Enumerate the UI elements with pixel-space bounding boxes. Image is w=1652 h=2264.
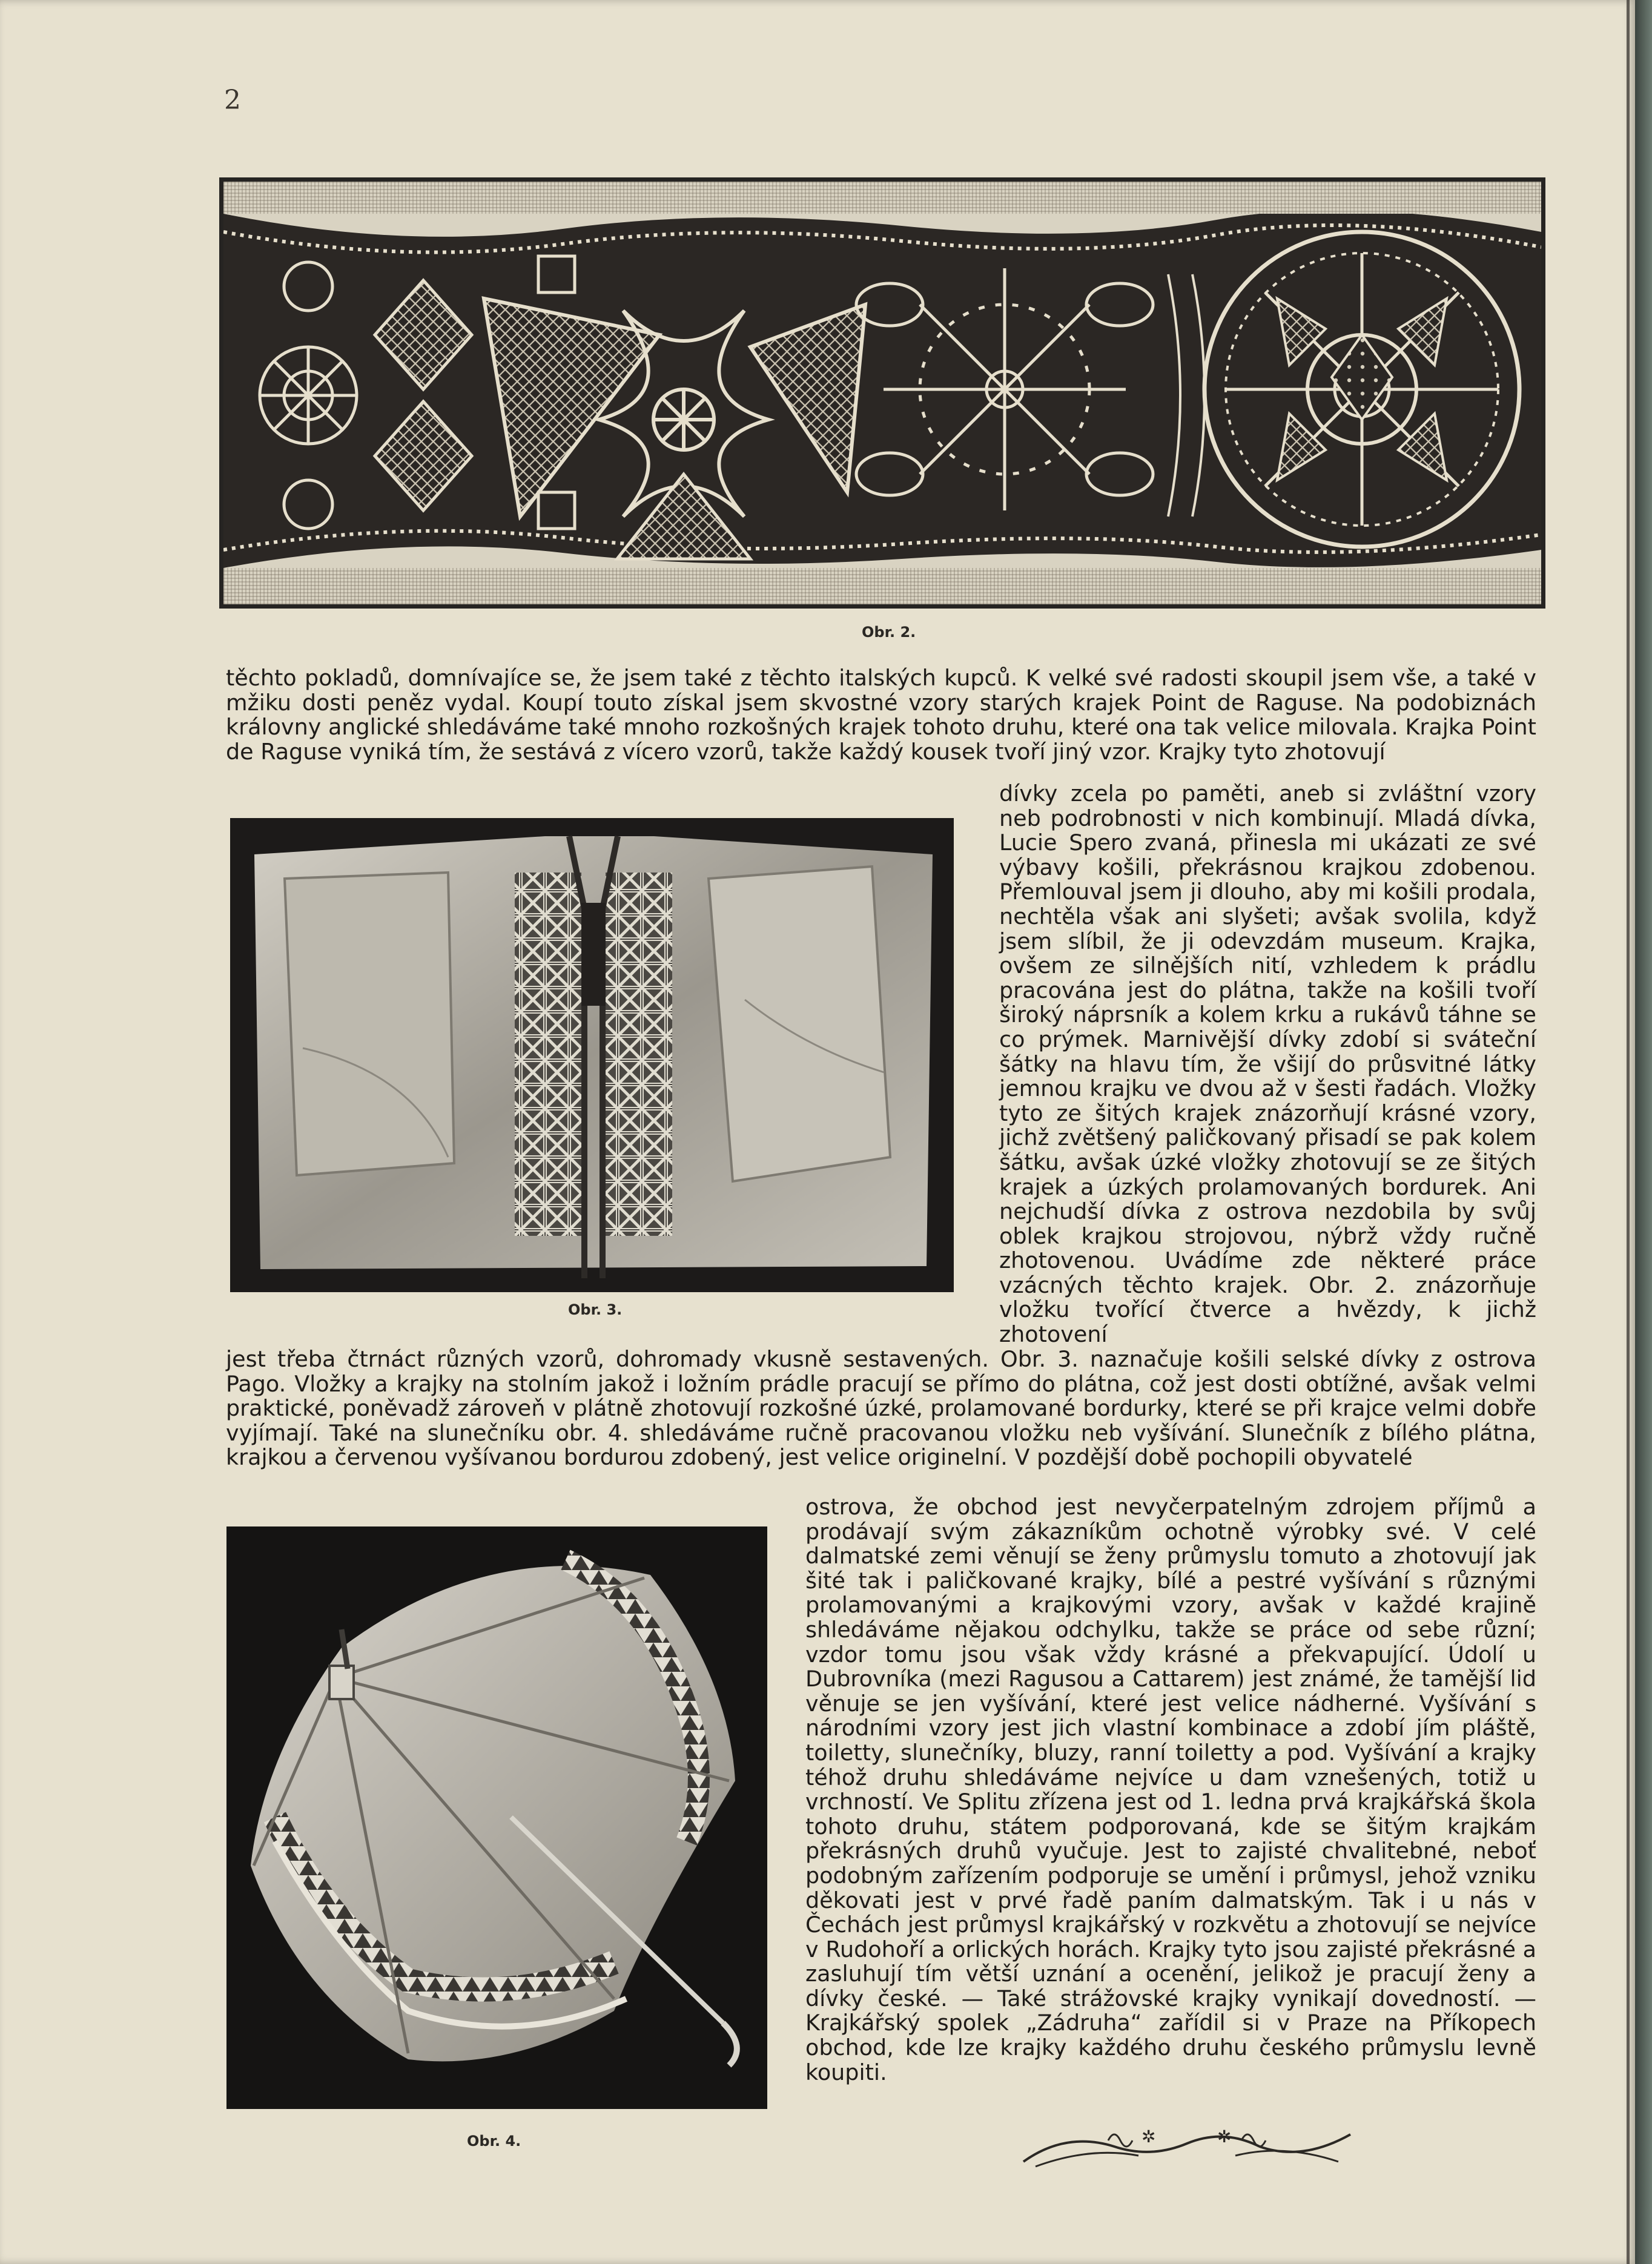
page-edge [1635,0,1652,2264]
figure-2-caption: Obr. 2. [862,624,916,641]
text-block-dalmatia: ostrova, že obchod jest nevyčerpatelným zdrojem příjmů a prodávají svým zákazníkům ochotně výrobky své. V celé dalmatské zemi věnují se ženy průmyslu tomuto a zhotovují jak šité tak i paličkované krajky, bílé a pestré vyšívání s různými prolamovanými a krajkovými vzory, avšak v každé krajině shledáváme nějakou odchylku, takže se práce od sebe různí; vzdor tomu jsou však vždy krásné a překvapující. Údolí u Dubrovníka (mezi Ragusou a Cattarem) jest známé, že tamější lid věnuje se jen vyšívání, které jest velice nádherné. Vyšívání s národními vzory jest jich vlastní kombinace a zdobí jím pláště, toiletty, slunečníky, bluzy, ranní toiletty a pod. Vyšívání a krajky téhož druhu shledáváme nejvíce u dam vznešených, totiž u vrchností. Ve Splitu zřízena jest od 1. ledna prvá krajkářská škola tohoto druhu, státem podporovaná, kde se šitým krajkám překrásných druhů vyučuje. Jest to zajisté chvalitebné, neboť podobným zařízením podporuje se umění i průmysl, jehož vzniku děkovati jest v prvé řadě paním dalmatským. Tak i u nás v Čechách jest průmysl krajkářský v rozkvětu a zhotovují se nejvíce v Rudohoří a orlických horách. Krajky tyto jsou zajisté překrásné a zasluhují tím větší uznání a ocenění, jelikož je pracují ženy a dívky české. — Také strážovské krajky vynikají dovedností. — Krajkářský spolek „Zádruha“ zařídil si v Praze na Příkopech obchod, kde lze krajky každého druhu českého průmyslu levně koupiti. [805,1494,1536,2085]
figure-4-caption: Obr. 4. [467,2133,521,2150]
text-block-lace-description: dívky zcela po paměti, aneb si zvláštní vzory neb podrobnosti v nich kombinují. Mladá dívka, Lucie Spero zvaná, přinesla mi ukázati ze své výbavy košili, překrásnou krajkou zdobenou. Přemlouval jsem ji dlouho, aby mi košili prodala, nechtěla však ani slyšeti; avšak svolila, když jsem slíbil, že ji odevzdám museum. Krajka, ovšem ze silnějších nití, vzhledem k prádlu pracována jest do plátna, takže na košili tvoří široký náprsník a kolem krku a rukávů táhne se co prýmek. Marnivější dívky zdobí si sváteční šátky na hlavu tím, že všijí do průsvitné látky jemnou krajku ve dvou až v šesti řadách. Vložky tyto ze šitých krajek znázorňují krásné vzory, jichž zvětšený paličkovaný přisadí se pak kolem šátku, avšak úzké vložky zhotovují se ze šitých krajek a úzkých prolamovaných bordurek. Ani nejchudší dívka z ostrova nezdobila by svůj oblek krajkou strojovou, nýbrž vždy ručně zhotovenou. Uvádíme zde některé práce vzácných těchto krajek. Obr. 2. znázorňuje vložku tvořící čtverce a hvězdy, k jichž zhotovení [999,781,1536,1348]
svg-text:✲: ✲ [1217,2127,1232,2147]
figure-3-caption: Obr. 3. [568,1301,623,1318]
figure-3-shirt-photo [230,818,954,1292]
page-number: 2 [224,85,241,116]
figure-2-lace-photo [219,177,1545,609]
text-block-intro: těchto pokladů, domnívajíce se, že jsem také z těchto italských kupců. K velké své radosti skoupil jsem vše, a také v mžiku dosti peněz vydal. Koupí touto získal jsem skvostné vzory starých krajek Point de Raguse. Na podobiznách královny anglické shledáváme také mnoho rozkošných krajek tohoto druhu, které ona tak velice milovala. Krajka Point de Raguse vyniká tím, že sestává z vícero vzorů, takže každý kousek tvoří jiný vzor. Krajky tyto zhotovují [226,665,1536,765]
shirt-illustration [230,818,954,1292]
closing-ornament [1017,2119,1356,2174]
figure-4-parasol-photo [226,1526,767,2109]
text-block-shirt-and-parasol: jest třeba čtrnáct různých vzorů, dohromady vkusně sestavených. Obr. 3. naznačuje košili selské dívky z ostrova Pago. Vložky a krajky na stolním jakož i ložním prádle pracují se přímo do plátna, což jest dosti obtížné, avšak velmi praktické, poněvadž zároveň v plátně zhotovují rozkošné úzké, prolamované bordurky, které se při krajce velmi dobře vyjímají. Také na slunečníku obr. 4. shledáváme ručně pracovanou vložku neb vyšívání. Slunečník z bílého plátna, krajkou a červenou vyšívanou bordurou zdobený, jest velice originelní. V pozdější době pochopili obyvatelé [226,1346,1536,1471]
binding-shadow [1627,0,1630,2264]
parasol-illustration [226,1526,767,2109]
lace-band-illustration [223,214,1541,568]
svg-text:✲: ✲ [1142,2127,1156,2147]
